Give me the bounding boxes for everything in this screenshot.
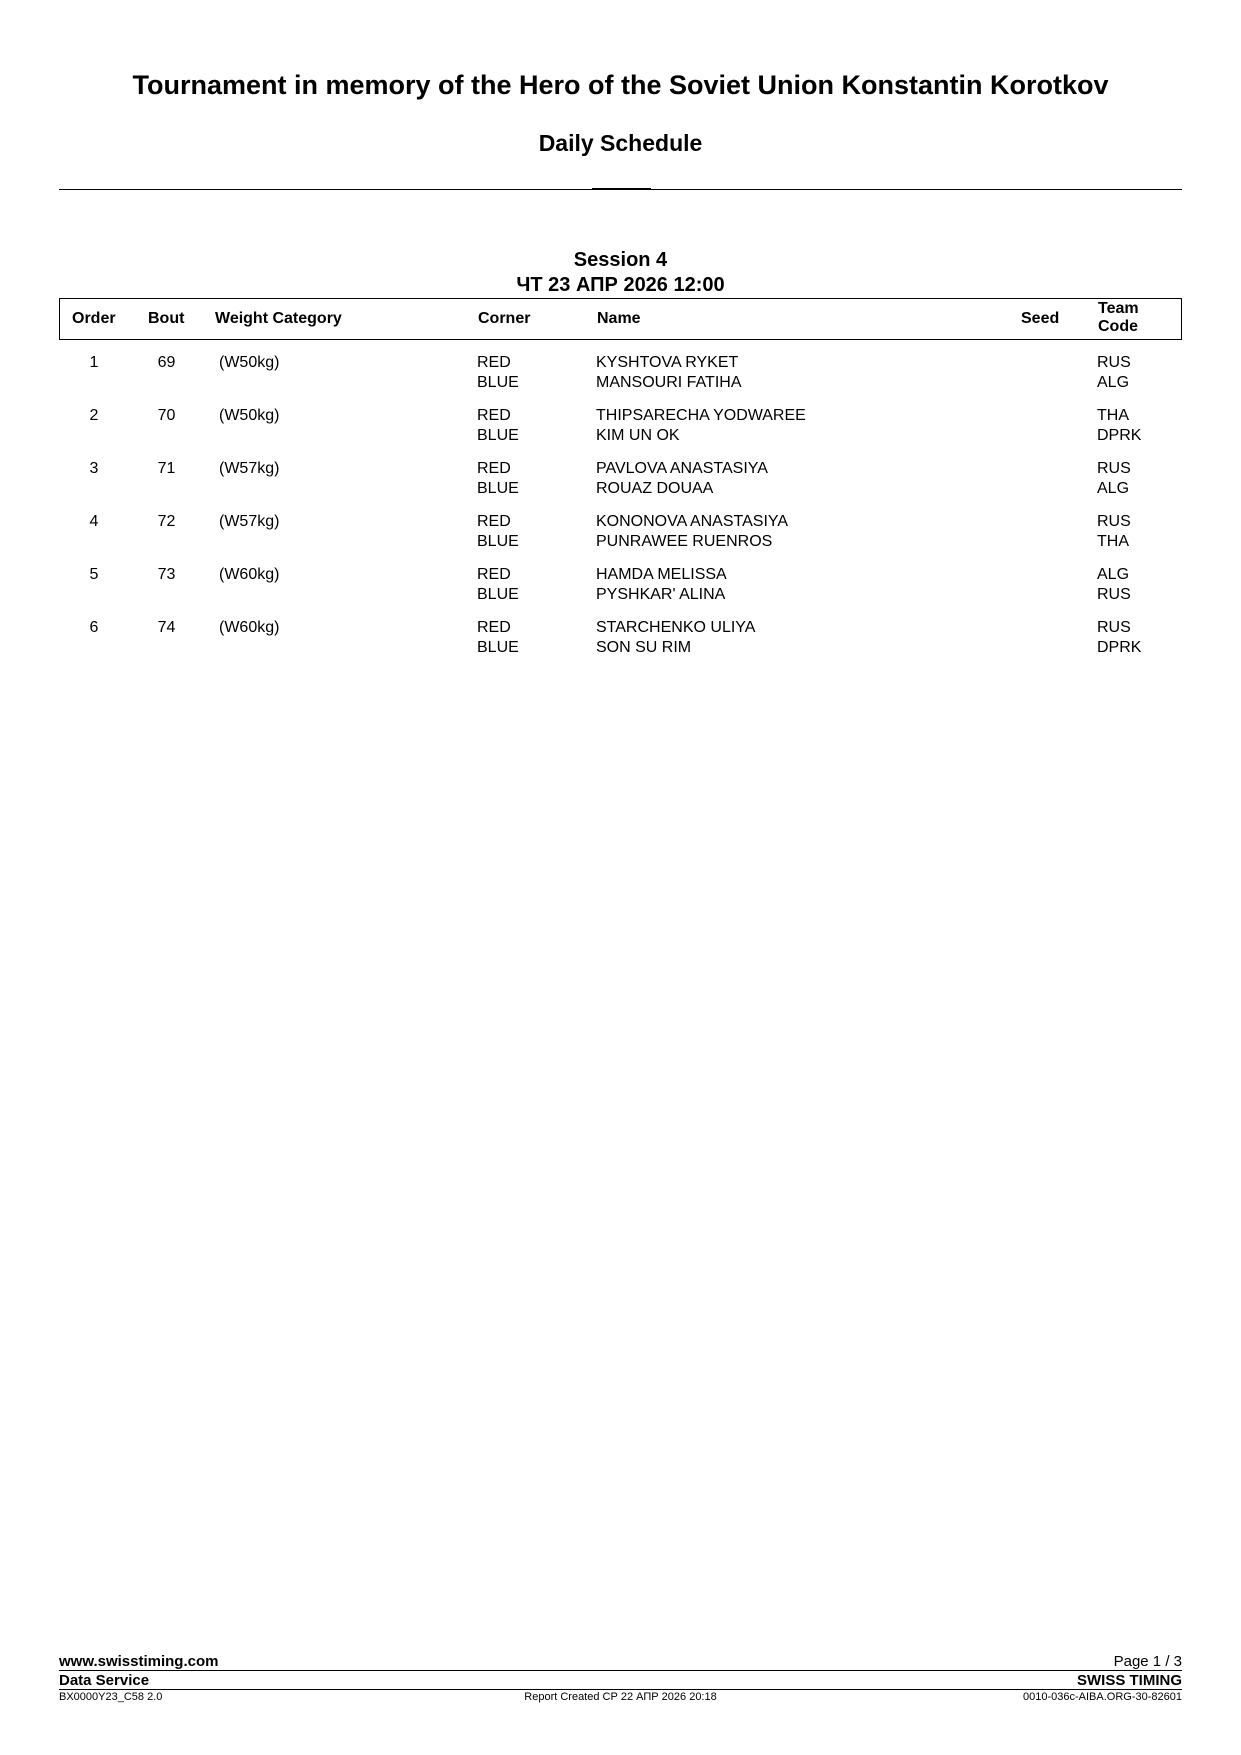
red-team: RUS bbox=[1097, 460, 1131, 477]
column-header-team-line1: Team bbox=[1098, 300, 1139, 317]
blue-name: PYSHKAR' ALINA bbox=[596, 586, 726, 603]
red-team: RUS bbox=[1097, 354, 1131, 371]
blue-name: PUNRAWEE RUENROS bbox=[596, 533, 773, 550]
red-team: THA bbox=[1097, 407, 1129, 424]
footer-brand: SWISS TIMING bbox=[1077, 1672, 1182, 1689]
bout-number: 70 bbox=[157, 407, 176, 424]
table-row bbox=[59, 406, 1180, 459]
blue-corner: BLUE bbox=[477, 639, 519, 656]
column-header-corner: Corner bbox=[478, 310, 531, 327]
bout-number: 73 bbox=[157, 566, 176, 583]
column-header-seed: Seed bbox=[1021, 310, 1060, 327]
blue-corner: BLUE bbox=[477, 374, 519, 391]
bout-number: 69 bbox=[157, 354, 176, 371]
red-corner: RED bbox=[477, 407, 511, 424]
blue-team: RUS bbox=[1097, 586, 1131, 603]
blue-name: MANSOURI FATIHA bbox=[596, 374, 742, 391]
column-header-bout: Bout bbox=[148, 310, 185, 327]
footer-service: Data Service bbox=[59, 1672, 150, 1689]
page-number: Page 1 / 3 bbox=[1113, 1653, 1182, 1670]
bout-number: 74 bbox=[157, 619, 176, 636]
bout-order: 3 bbox=[89, 460, 99, 477]
weight-category: (W50kg) bbox=[219, 407, 280, 424]
red-name: HAMDA MELISSA bbox=[596, 566, 727, 583]
weight-category: (W60kg) bbox=[219, 566, 280, 583]
red-corner: RED bbox=[477, 354, 511, 371]
table-row bbox=[59, 459, 1180, 512]
weight-category: (W57kg) bbox=[219, 513, 280, 530]
table-row bbox=[59, 565, 1180, 618]
red-corner: RED bbox=[477, 619, 511, 636]
report-subtitle: Daily Schedule bbox=[538, 130, 703, 156]
footer-url[interactable]: www.swisstiming.com bbox=[59, 1653, 219, 1670]
red-corner: RED bbox=[477, 513, 511, 530]
column-header-team bbox=[1098, 300, 1139, 336]
blue-corner: BLUE bbox=[477, 586, 519, 603]
footer-divider-top bbox=[59, 1670, 1182, 1671]
blue-name: KIM UN OK bbox=[596, 427, 680, 444]
session-label: Session 4 bbox=[573, 249, 668, 271]
report-code: BX0000Y23_C58 2.0 bbox=[59, 1691, 163, 1703]
document-id: 0010-036c-AIBA.ORG-30-82601 bbox=[1023, 1691, 1182, 1703]
table-row bbox=[59, 353, 1180, 406]
weight-category: (W60kg) bbox=[219, 619, 280, 636]
red-name: STARCHENKO ULIYA bbox=[596, 619, 756, 636]
bout-order: 2 bbox=[89, 407, 99, 424]
bout-number: 72 bbox=[157, 513, 176, 530]
red-corner: RED bbox=[477, 460, 511, 477]
header-divider-mark bbox=[592, 188, 651, 190]
session-datetime: ЧТ 23 АПР 2026 12:00 bbox=[516, 274, 725, 296]
weight-category: (W57kg) bbox=[219, 460, 280, 477]
red-name: THIPSARECHA YODWAREE bbox=[596, 407, 806, 424]
blue-corner: BLUE bbox=[477, 427, 519, 444]
red-name: PAVLOVA ANASTASIYA bbox=[596, 460, 768, 477]
column-header-order: Order bbox=[72, 310, 116, 327]
red-name: KYSHTOVA RYKET bbox=[596, 354, 739, 371]
blue-team: DPRK bbox=[1097, 639, 1142, 656]
red-team: RUS bbox=[1097, 619, 1131, 636]
blue-corner: BLUE bbox=[477, 533, 519, 550]
blue-name: ROUAZ DOUAA bbox=[596, 480, 714, 497]
blue-team: THA bbox=[1097, 533, 1129, 550]
bout-order: 5 bbox=[89, 566, 99, 583]
bout-order: 6 bbox=[89, 619, 99, 636]
red-name: KONONOVA ANASTASIYA bbox=[596, 513, 789, 530]
blue-name: SON SU RIM bbox=[596, 639, 692, 656]
column-header-team-line2: Code bbox=[1098, 318, 1138, 335]
red-team: RUS bbox=[1097, 513, 1131, 530]
weight-category: (W50kg) bbox=[219, 354, 280, 371]
bout-order: 4 bbox=[89, 513, 99, 530]
report-title: Tournament in memory of the Hero of the Soviet Union Konstantin Korotkov bbox=[132, 70, 1109, 100]
bout-order: 1 bbox=[89, 354, 99, 371]
blue-corner: BLUE bbox=[477, 480, 519, 497]
column-header-name: Name bbox=[597, 310, 641, 327]
table-row bbox=[59, 618, 1180, 671]
column-header-weight: Weight Category bbox=[215, 310, 342, 327]
red-corner: RED bbox=[477, 566, 511, 583]
blue-team: DPRK bbox=[1097, 427, 1142, 444]
bout-number: 71 bbox=[157, 460, 176, 477]
report-created: Report Created СР 22 АПР 2026 20:18 bbox=[524, 1691, 717, 1703]
table-row bbox=[59, 512, 1180, 565]
schedule-rows bbox=[59, 353, 1180, 671]
blue-team: ALG bbox=[1097, 480, 1130, 497]
blue-team: ALG bbox=[1097, 374, 1130, 391]
table-header bbox=[59, 298, 1182, 340]
footer-divider-bottom bbox=[59, 1689, 1182, 1690]
red-team: ALG bbox=[1097, 566, 1130, 583]
